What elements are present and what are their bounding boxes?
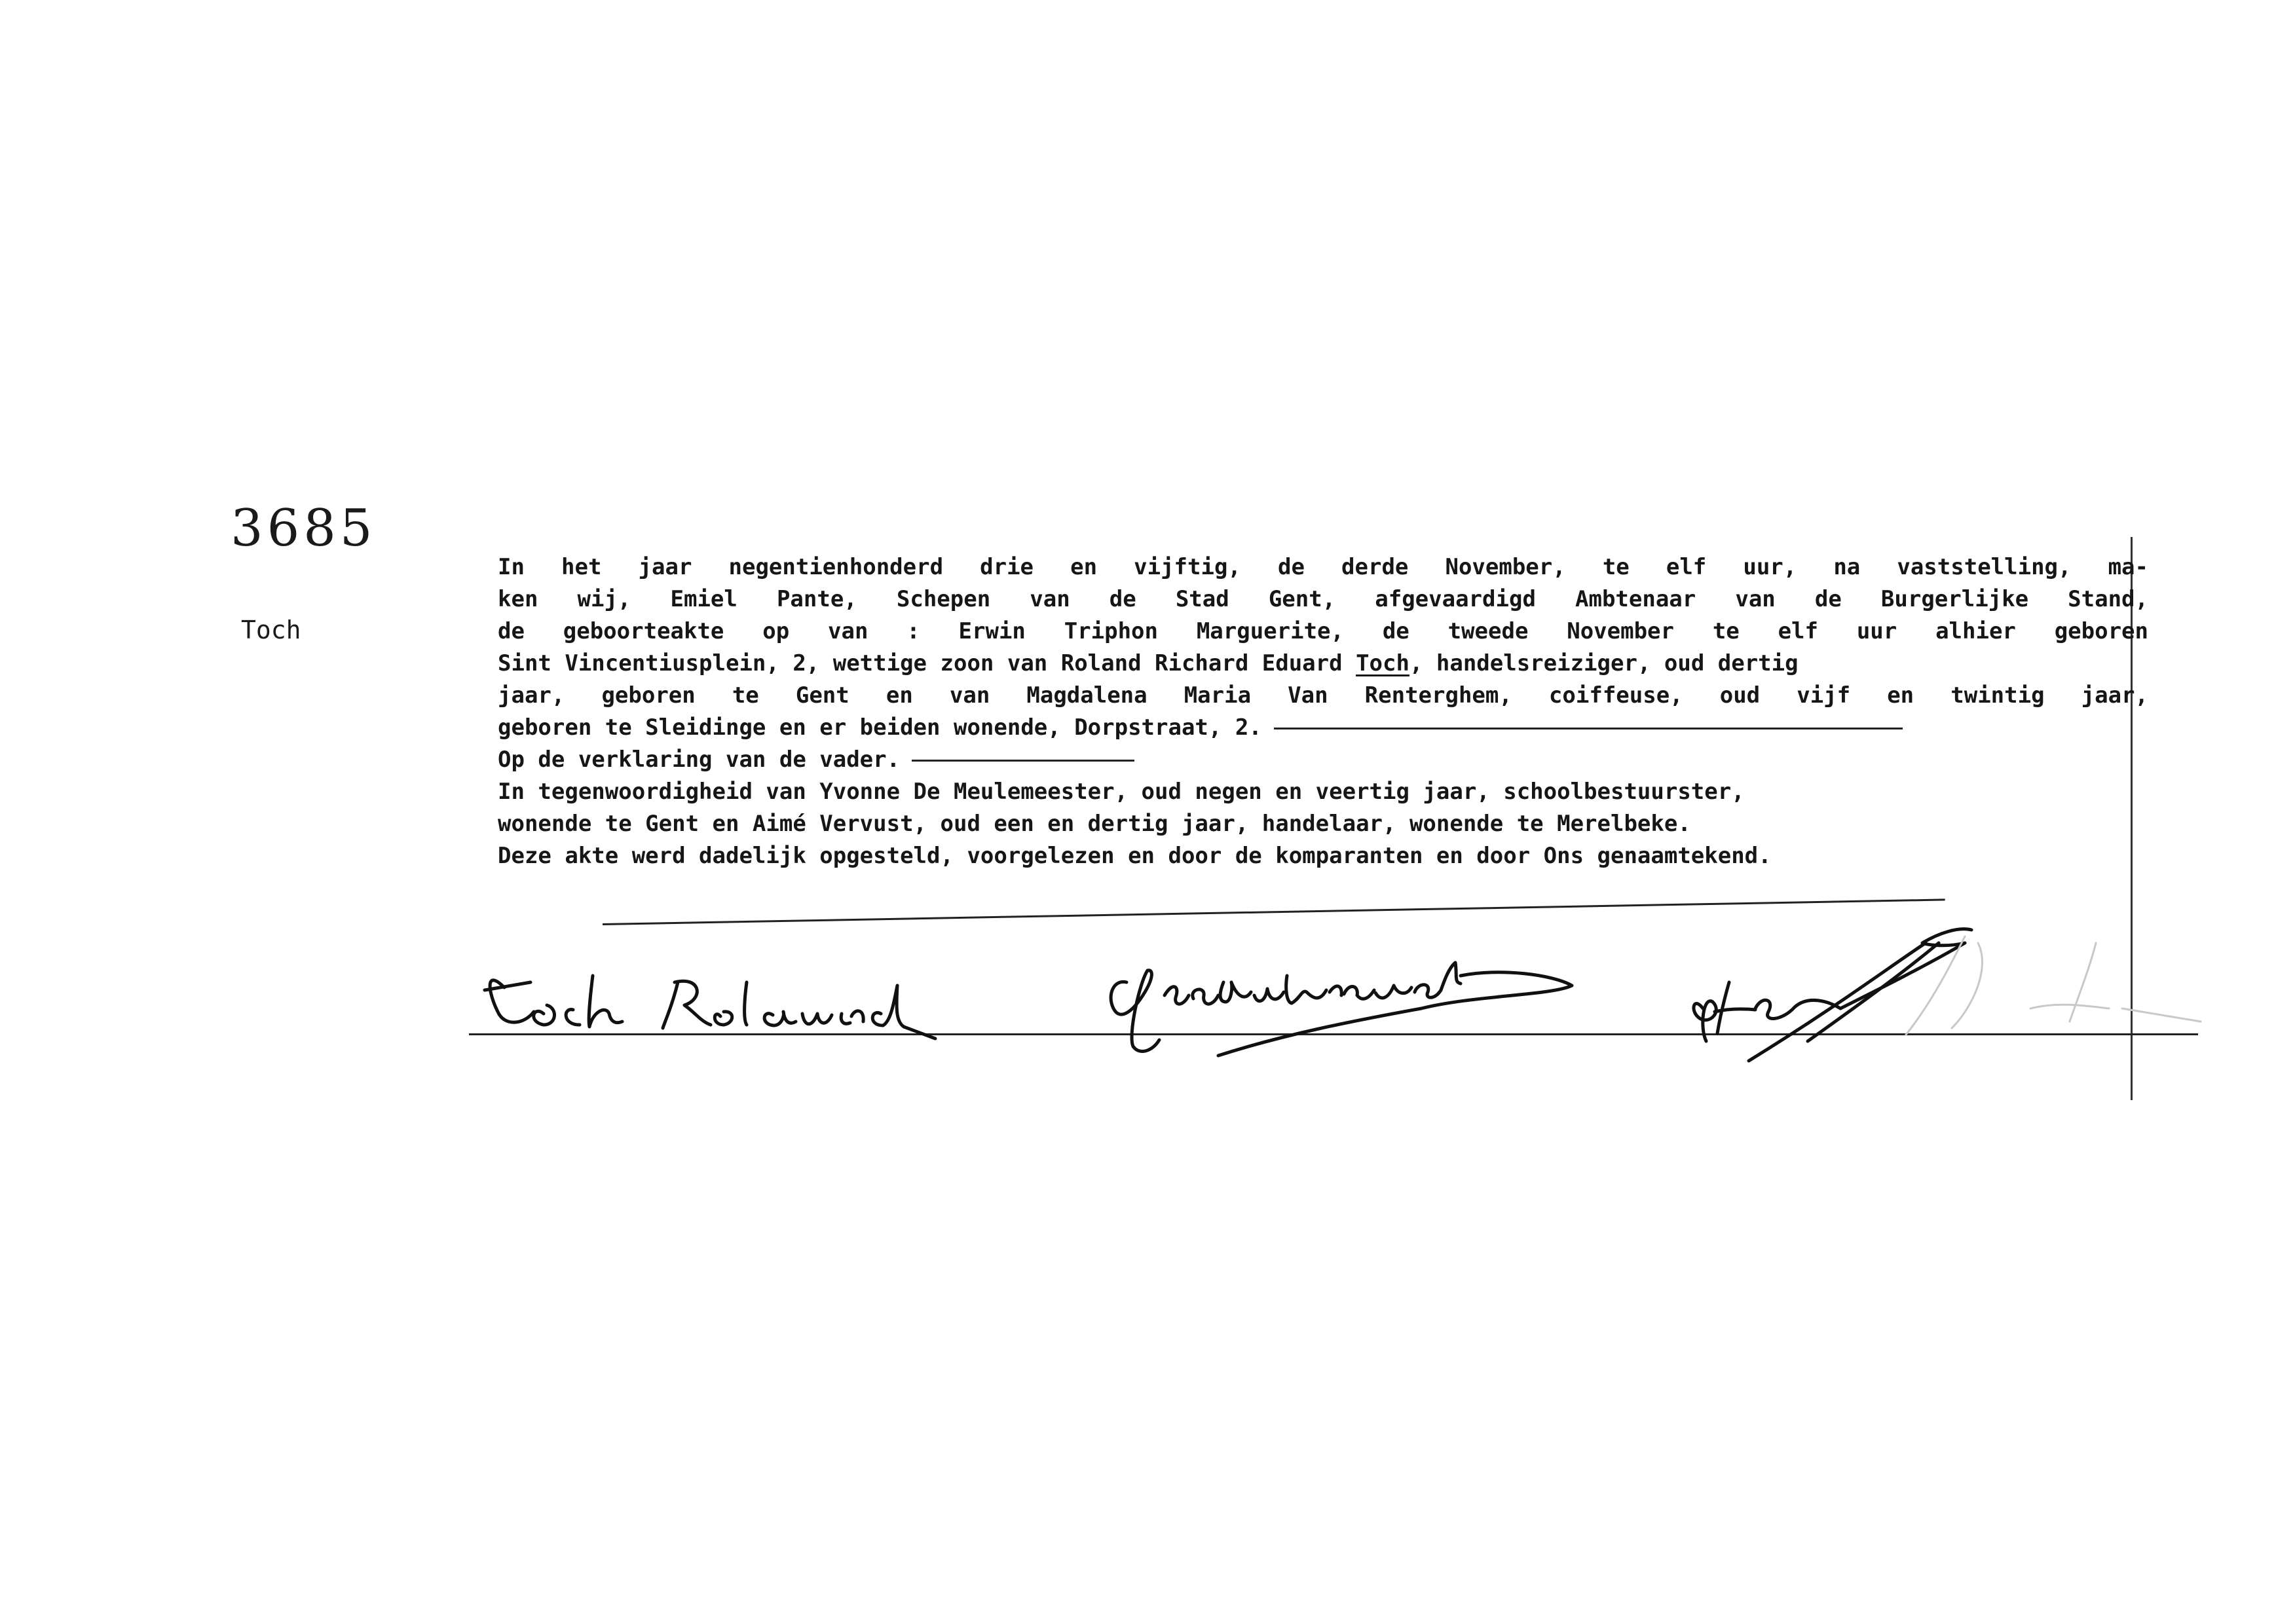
act-line-8: In tegenwoordigheid van Yvonne De Meulemeester, oud negen en veertig jaar, schoolbestuurster, xyxy=(498,779,1745,805)
act-line-10: Deze akte werd dadelijk opgesteld, voorgelezen en door de komparanten en door Ons genaamtekend. xyxy=(498,843,1772,869)
witness-signature xyxy=(1111,963,1572,1056)
child-surname: Toch xyxy=(1356,650,1409,676)
act-line-6-text: geboren te Sleidinge en er beiden wonende, Dorpstraat, 2. xyxy=(498,714,1262,741)
act-line-2: ken wij, Emiel Pante, Schepen van de Stad Gent, afgevaardigd Ambtenaar van de Burgerlijke Stand, xyxy=(498,586,2148,612)
act-line-4-end: , handelsreiziger, oud dertig xyxy=(1409,650,1799,676)
act-line-5: jaar, geboren te Gent en van Magdalena Maria Van Renterghem, coiffeuse, oud vijf en twintig jaar, xyxy=(498,682,2148,709)
margin-surname: Toch xyxy=(241,616,301,644)
act-line-7-text: Op de verklaring van de vader. xyxy=(498,747,901,773)
act-number: 3685 xyxy=(231,499,377,558)
act-line-3: de geboorteakte op van : Erwin Triphon Marguerite, de tweede November te elf uur alhier geboren xyxy=(498,618,2148,644)
act-line-4-start: Sint Vincentiusplein, 2, wettige zoon van Roland Richard Eduard xyxy=(498,650,1356,676)
act-line-9: wonende te Gent en Aimé Vervust, oud een en dertig jaar, handelaar, wonende te Merelbeke. xyxy=(498,811,1691,837)
officer-signature xyxy=(1694,929,2201,1061)
act-line-1: In het jaar negentienhonderd drie en vijftig, de derde November, te elf uur, na vaststelling, ma- xyxy=(498,554,2148,580)
father-signature xyxy=(485,976,935,1039)
